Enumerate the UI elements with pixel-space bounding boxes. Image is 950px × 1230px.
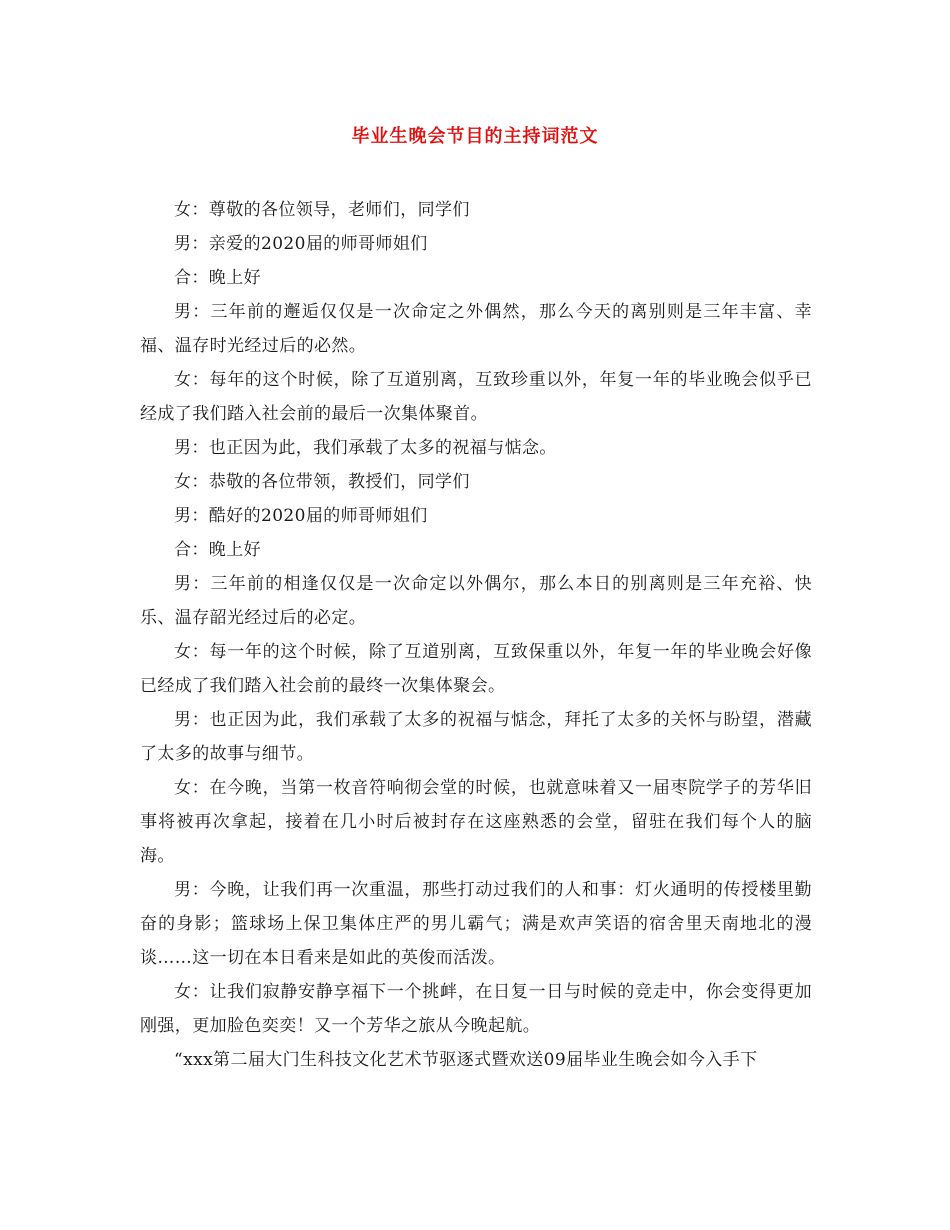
paragraph: 男：三年前的相逢仅仅是一次命定以外偶尔，那么本日的别离则是三年充裕、快乐、温存韶光经过后的必定。 (140, 574, 812, 628)
paragraph: 男：也正因为此，我们承载了太多的祝福与惦念，拜托了太多的关怀与盼望，潜藏了太多的故事与细节。 (140, 710, 812, 764)
paragraph: 合：晚上好 (174, 540, 261, 560)
paragraph: 女：每年的这个时候，除了互道别离，互致珍重以外，年复一年的毕业晚会似乎已经成了我们踏入社会前的最后一次集体聚首。 (140, 370, 812, 424)
paragraph: 男：今晚，让我们再一次重温，那些打动过我们的人和事：灯火通明的传授楼里勤奋的身影；篮球场上保卫集体庄严的男儿霸气；满是欢声笑语的宿舍里天南地北的漫谈……这一切在本日看来是如此的英俊而活泼。 (140, 880, 812, 968)
paragraph: 合：晚上好 (174, 268, 261, 288)
paragraph: 女：恭敬的各位带领，教授们，同学们 (174, 472, 470, 492)
paragraph: 男：酷好的2020届的师哥师姐们 (174, 506, 428, 526)
paragraph: 男：亲爱的2020届的师哥师姐们 (174, 234, 428, 254)
paragraph: 男：三年前的邂逅仅仅是一次命定之外偶然，那么今天的离别则是三年丰富、幸福、温存时光经过后的必然。 (140, 302, 812, 356)
document-body (140, 193, 812, 1077)
paragraph: 女：在今晚，当第一枚音符响彻会堂的时候，也就意味着又一届枣院学子的芳华旧事将被再次拿起，接着在几小时后被封存在这座熟悉的会堂，留驻在我们每个人的脑海。 (140, 778, 812, 866)
paragraph: 男：也正因为此，我们承载了太多的祝福与惦念。 (174, 438, 557, 458)
document-title: 毕业生晚会节目的主持词范文 (351, 126, 599, 147)
paragraph: 女：尊敬的各位领导，老师们，同学们 (174, 200, 470, 220)
paragraph: 女：让我们寂静安静享福下一个挑衅，在日复一日与时候的竞走中，你会变得更加刚强，更加脸色奕奕！又一个芳华之旅从今晚起航。 (140, 982, 812, 1036)
paragraph: 女：每一年的这个时候，除了互道别离，互致保重以外，年复一年的毕业晚会好像已经成了我们踏入社会前的最终一次集体聚会。 (140, 642, 812, 696)
paragraph: “xxx第二届大门生科技文化艺术节驱逐式暨欢送09届毕业生晚会如今入手下 (174, 1050, 758, 1070)
